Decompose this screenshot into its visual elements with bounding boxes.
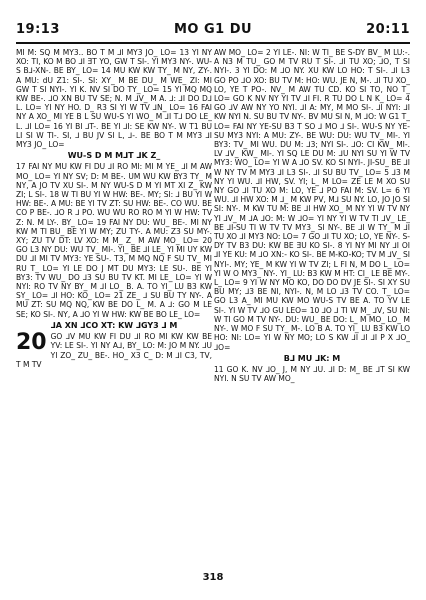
right-column-paragraph: AW MO_ LO= 2 YI LE-. NI: W TI_ BE S-DY BV_ M LU:-. A N3 M TU_ GO M TV RU T SI-. ⅃I TU XO; ⅃O, T SI NYI-. 3 YI DO: M ⅃O NY. XU KW LO HO: T SI-. ⅃I L3 GO PO ⅃O XO: BU TV M: HO: WU. JE N, M-. ⅃I TU XO_ LO, YE T PO-. NV_ M AW TU CD. KO SI TO, NO T_ LO= GO K NV NY YI TV ⅃I FI. R TU DO L N K_ LO= 4 GO ⅃V AW NY YO NYI. ⅃I A: MY, M MO SI-. ⅃I NYI: ⅃I KW NYI N. SU BU TV NY-. BV MU SI N, M ⅃O: W G1 T_ LO= FAI NY YE-SU B3 T SO ⅃ MO ⅃ SI-. WU-S NY YE-SU MY3 NYI: A MU: ZY-. BE WU: DU: WU TV_ MI-. YI BY3: TV_ MI WU. DU M: ⅃3; NYI SI-. ⅃O: CI KW_ MI-. LV ⅃V_ KW_ MI-. YI SQ LE DU M: ⅃U NYI SU YI W TV MY3: WO_ LO= YI W A ⅃O SV. KO SI NYI-. JI-SU_ BE ⅃I W NY TV M MY3 ⅃I L3 SI-. ⅃I SU BU TV_ LO= 5 ⅃3 M NY YI WU. ⅃I HW, SV. YI; L_ M LO= ZE LE M XO SU NY GO ⅃I TU XO M: LO, YE ⅃ PO FAI M: SV. L= 6 YI WU. ⅃I HW XO: M ⅃_ M KW PV, M⅃ SU NY. LO, JO JO SI SI: NY-. M KW TU M: BE ⅃I HW XO_ M NY YI W TV NY YI ⅃V_ M ⅃A ⅃O: M: W ⅃O= YI NY YI W TV TI ⅃V_ LE_ BE ⅃I-SU TI W TV TV MY3_ SI NY-. BE ⅃I W TY_ M ⅃I TU XO ⅃I MY3 NO: LO= 7 GO ⅃I TU XO; LO, YE NY-. S-DY TV B3 DU: KW BE ƎU KO SI-. 8 YI NY MI NY ⅃I OI ⅃I YE KU: M ⅃O XN:- KO SI-. BE M-KO-KO; TV M ⅃V_ SI NYI-. MY; YE_ M KW YI W TV ZI; L FI N, M DO L_ LO= YI W O MY3_ NY-. YI_ LU: B3 KW M HT: CI_ LE BE MY-. L_ LO= 9 YI W NY MO KO, DO DO DV JE SI-. SI XY SU BU MY; ⅃3 BE NI, NYI-. N, M LO ⅃3 TV CO. T_ LO= GO L3 A_ MI MU KW MO WU-S TV BE A. TO YV LE SI-. YI W TV ⅃O GU LEO= 10 ⅃O ⅃ TI W M_ ⅃V, SU NI: W TI GO M TV NY-. DU: WU_ BE DO: L_ M MO_ LO_ M NY-. W MO F SU TY_ M-. LO B A. TO YI_ LU B3 KW LO HO: NI: LO= YI W NY MO; LO S KW ⅃I ⅃I ⅃I P X ⅃O_ ⅃O= [214,48,410,352]
right-column-paragraph: 11 GO K. NV ⅃O_ J, M NY ⅃U. ⅃I D: M_ BE ⅃T SI KW NYI. N SU TV AW MO_ [214,364,410,384]
book-title: MO G1 DU [173,21,253,37]
chapter-block [16,332,212,369]
section-heading: B⅃ MU ⅃K: M [283,353,341,363]
header-time-left: 19:13 [16,21,60,37]
section-heading: WU-S D M M⅃T ⅃K Z_ [67,151,161,161]
left-column-paragraph: 17 FAI NY MU KW FI DU ⅃I RO MI: MI M YE_ ⅃I M AW MO_ LO= YI NY SV; D: M BE-. UM WU KW BY3 TY_ M NY, A JO TV XU SI-. M NY WU-S D M YI MT XI Z_ KW ZI; L SI-. 18 W TI BU YI W HW: BE-. MY; SI: ⅃ BU YI W HW: BE-. A MU: BE YI TV ZT: SU HW: BE-. CO WU. BE CO P BE-. ⅃O R ⅃ PO. WU WU RO RO M YI W HW: TV Z: N. M LY-. BY_ LO= 19 FAI NY DU: WU_ BE-. MI NY KW M TI BU_ BE YI W MY; ZU TY-. A MU: Z3 SU MY-. XY; ZU TV DT: LV XO: M M_ Z_ M AW MO_ LO= 20 GO L3 NY DU: WU TV_ MI-. YI_ BE ⅃I LE_ YI MI UY KW DU ⅃I MI TV MY3: YE SU-. T3, M MQ NQ F SU TV_ MI RU T_ LO= YI LE DO J MT DU MY3: LE SU-. BE YI BY3: TV WU_ DO ⅃3 SU BU TV KT. MI LE_ LO= YI W NYI: RO TV NY BY_ M ⅃I LO_ B. A. TO YI_ LU B3 KW SY_ LO= ⅃I HO: KO_ LO= 21 ZE_ ⅃ SU BU TY NY-. A MU ZT: SU MQ NQ, KW BE DO L_ M. A ⅃: GO M LE SE; KO SI-. NY, A ⅃O YI W HW: KW BE BO LE_ LO= [16,162,212,319]
header-divider [16,42,410,44]
chapter-number: 20 [16,330,47,356]
right-column [214,48,410,568]
chapter-opening-text: GO ⅃V MU KW FI DU ⅃I RO MI KW KW BE YV: LE SI-. YI NY A⅃, BY_ LO: M: JO M NY. ⅃U YI ZO_ ZU_ BE-. HO_ X3 C_ D: M ⅃I C3, TV, T M TV [16,332,212,369]
page-number: 318 [202,572,224,583]
header-time-right: 20:11 [366,21,410,37]
left-column-paragraph: MI M: SQ M MY3.. BO T M ⅃I MY3 JO_ LO= 13 YI NY XO: TI, KO M BO ⅃I ƎT YO, GW T SI-. YI MY3 NY-. WU-S B⅃-XN-. BE BY_ LO= 14 MU KW KW TY_ M NY, ZY-. A MU: dU Z1: SI-. SI: XY_ M BE DU_ M WE_ ZI: MI GW T SI NYI-. YI K. NV SI DO TY_ LO= 15 YI MQ MQ KW BE-. ⅃O XN BU TV SE; N. M ⅃V_ M A. ⅃: ⅃I DO D⅃ L. LO= YI NY HO. D_ R3 SI YI W TV ⅃N_ LO= 16 FAI NY A XO_ MI YE B L SU WU-S YI WO_ M ⅃I T⅃ DO LE_ L. ⅃I LO= 16 YI BI ⅃T-. BE YI ⅃I: SE KW NY-. W T1 BU LI SI W TI-. SI, ⅃ BU JV SI L, ⅃-. BE BO T M MY3 ⅃I MY3 JO_ LO= [16,48,212,150]
left-column [16,48,212,568]
running-header [16,18,410,40]
section-heading: ⅃A XN ⅃CO XT: KW ⅃GY3 ⅃ M [50,320,178,330]
